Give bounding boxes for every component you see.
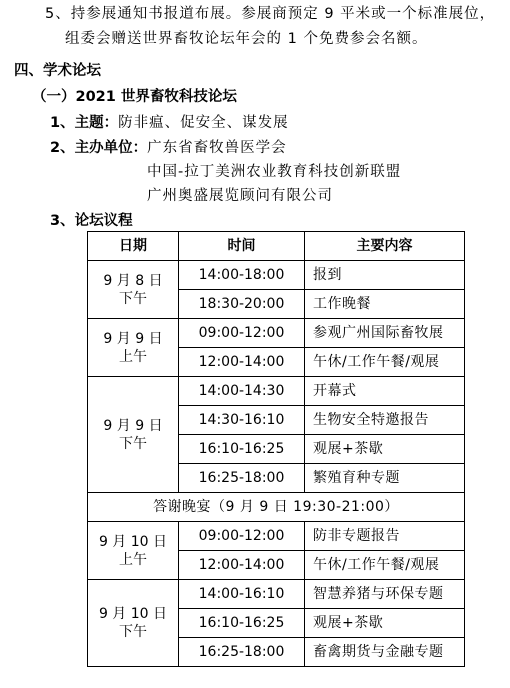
content-cell: 开幕式 — [305, 377, 465, 406]
header-time: 时间 — [179, 232, 305, 261]
time-cell: 16:25-18:00 — [179, 464, 305, 493]
section4-heading: 四、学术论坛 — [14, 63, 101, 79]
table-row — [88, 522, 465, 551]
date-period: 上午 — [119, 348, 147, 365]
date-cell — [88, 319, 179, 377]
content-cell: 午休/工作午餐/观展 — [305, 348, 465, 377]
time-cell: 14:00-14:30 — [179, 377, 305, 406]
time-cell: 12:00-14:00 — [179, 551, 305, 580]
date-cell — [88, 261, 179, 319]
content-cell: 工作晚餐 — [305, 290, 465, 319]
banquet-row — [88, 493, 465, 522]
date-period: 下午 — [119, 290, 147, 307]
content-cell: 参观广州国际畜牧展 — [305, 319, 465, 348]
time-cell: 09:00-12:00 — [179, 319, 305, 348]
date-period: 下午 — [119, 624, 147, 640]
table-row — [88, 261, 465, 290]
agenda-label: 3、论坛议程 — [50, 213, 133, 229]
time-cell: 14:00-16:10 — [179, 580, 305, 609]
date-line: 9 月 8 日 — [103, 272, 163, 289]
time-cell: 16:10-16:25 — [179, 609, 305, 638]
banquet-cell: 答谢晚宴（9 月 9 日 19:30-21:00） — [88, 493, 465, 522]
content-cell: 观展+茶歇 — [305, 609, 465, 638]
date-cell — [88, 580, 179, 667]
date-period: 上午 — [119, 551, 147, 568]
date-line: 9 月 9 日 — [103, 330, 163, 347]
theme-label: 1、主题： — [50, 115, 119, 131]
organizer-1: 广东省畜牧兽医学会 — [147, 140, 287, 156]
time-cell: 16:10-16:25 — [179, 435, 305, 464]
time-cell: 09:00-12:00 — [179, 522, 305, 551]
content-cell: 观展+茶歇 — [305, 435, 465, 464]
date-period: 下午 — [119, 435, 147, 452]
date-line: 9 月 10 日 — [98, 606, 168, 622]
time-cell: 14:00-18:00 — [179, 261, 305, 290]
content-cell: 报到 — [305, 261, 465, 290]
header-date: 日期 — [88, 232, 179, 261]
organizer-line — [50, 138, 287, 158]
table-row — [88, 319, 465, 348]
time-cell: 14:30-16:10 — [179, 406, 305, 435]
content-cell: 繁殖育种专题 — [305, 464, 465, 493]
header-content: 主要内容 — [305, 232, 465, 261]
organizer-3: 广州奥盛展览顾问有限公司 — [147, 188, 333, 204]
forum-subheading: （一）2021 世界畜牧科技论坛 — [32, 89, 237, 105]
time-cell: 12:00-14:00 — [179, 348, 305, 377]
item5-line1: 5、持参展通知书报道布展。参展商预定 9 平米或一个标准展位， — [45, 6, 496, 22]
content-cell: 午休/工作午餐/观展 — [305, 551, 465, 580]
theme-value: 防非瘟、促安全、谋发展 — [118, 115, 289, 131]
content-cell: 生物安全特邀报告 — [305, 406, 465, 435]
organizer-2: 中国-拉丁美洲农业教育科技创新联盟 — [147, 164, 402, 180]
theme-line — [50, 113, 289, 133]
item5-line2: 组委会赠送世界畜牧论坛年会的 1 个免费参会名额。 — [65, 31, 428, 47]
content-cell: 智慧养猪与环保专题 — [305, 580, 465, 609]
time-cell: 18:30-20:00 — [179, 290, 305, 319]
organizer-label: 2、主办单位： — [50, 140, 148, 156]
date-cell — [88, 522, 179, 580]
content-cell: 防非专题报告 — [305, 522, 465, 551]
table-row — [88, 580, 465, 609]
date-cell — [88, 377, 179, 493]
time-cell: 16:25-18:00 — [179, 638, 305, 667]
table-header-row — [88, 232, 465, 261]
table-row — [88, 377, 465, 406]
agenda-table — [87, 231, 465, 667]
date-line: 9 月 10 日 — [98, 533, 168, 550]
date-line: 9 月 9 日 — [103, 417, 163, 434]
content-cell: 畜禽期货与金融专题 — [305, 638, 465, 667]
